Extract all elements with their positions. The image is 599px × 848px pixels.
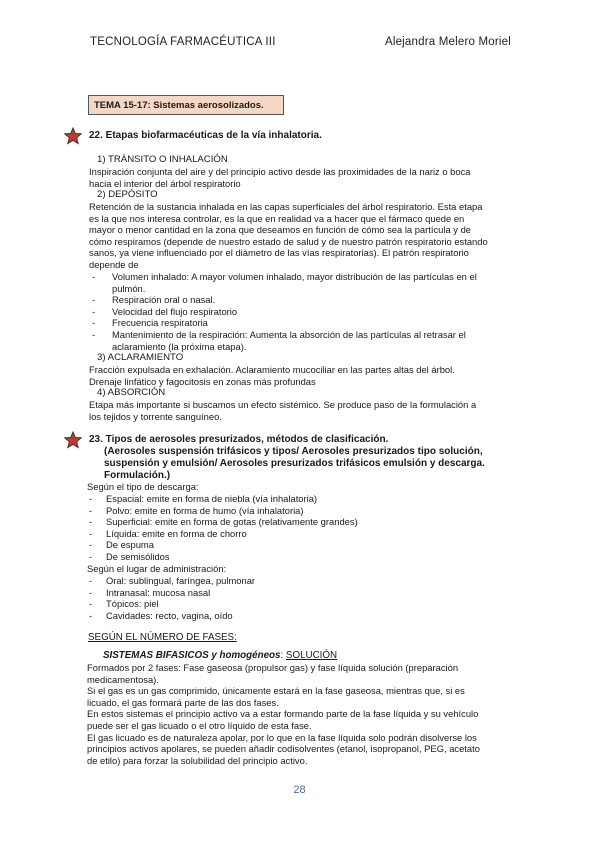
section-absorption: 4) ABSORCIÓN (97, 387, 166, 398)
text-line: En estos sistemas el principio activo va a estar formando parte de la fase líquida y su vehículo (87, 708, 479, 720)
text-line: Retención de la sustancia inhalada en las capas superficiales del árbol respiratorio. Esta etapa (89, 201, 483, 212)
section-deposit: 2) DEPÓSITO (97, 189, 158, 200)
text-line: Fracción expulsada en exhalación. Aclaramiento mucociliar en las partes altas del árbol. (89, 364, 455, 375)
text-line: Mantenimiento de la respiración: Aumenta la absorción de las partículas al retrasar el (112, 328, 466, 340)
star-icon (64, 127, 82, 145)
list-item: - Tópicos: piel (89, 598, 159, 610)
text-line: Tópicos: piel (106, 598, 159, 610)
text-line: pulmón. (112, 282, 146, 294)
header-left: TECNOLOGÍA FARMACÉUTICA III (90, 36, 276, 48)
text-line: Etapa más importante si buscamos un efecto sistémico. Se produce paso de la formulación a (89, 399, 477, 410)
text-line: Formados por 2 fases: Fase gaseosa (propulsor gas) y fase líquida solución (preparación (87, 662, 459, 673)
text-line: Cavidades: recto, vagina, oído (106, 609, 233, 621)
text-line: cómo respiramos (depende de nuestro estado de salud y de nuestro patrón respiratorio estando (89, 235, 488, 247)
section-transit: 1) TRÁNSITO O INHALACIÓN (97, 154, 228, 165)
text-line: De semisólidos (106, 550, 170, 562)
text-line: sanos, ya viene influenciado por el diámetro de las vías respiratorias). El patrón respiratorio (89, 247, 469, 259)
section-clearance: 3) ACLARAMIENTO (97, 352, 184, 363)
list-item: - De espuma (89, 539, 154, 551)
biphasic-heading (103, 650, 337, 662)
text-line: Superficial: emite en forma de gotas (relativamente grandes) (106, 516, 358, 528)
list-item: - De semisólidos (89, 550, 170, 562)
route-list (89, 575, 509, 621)
biphasic-label: SISTEMAS BIFASICOS y homogéneos (103, 650, 281, 661)
paragraph (87, 732, 515, 767)
list-item: - Cavidades: recto, vagina, oído (89, 609, 233, 621)
clearance-text (89, 364, 514, 387)
text-line: Líquida: emite en forma de chorro (106, 527, 247, 539)
text-line: puede ser el gas licuado o el otro líquido de esta fase. (87, 719, 312, 731)
transit-text (89, 166, 514, 189)
text-line: los tejidos y torrente sanguíneo. (89, 410, 222, 422)
text-line: es la que nos interesa controlar, es la que en realidad va a hacer que el fármaco quede en (89, 212, 465, 224)
text-line: medicamentosa). (87, 673, 159, 685)
phases-heading: SEGÚN EL NÚMERO DE FASES: (88, 632, 237, 643)
list-item: - Velocidad del flujo respiratorio (92, 306, 517, 318)
text-line: Espacial: emite en forma de niebla (vía inhalatoria) (106, 493, 318, 504)
paragraph (87, 685, 515, 708)
text-line: principios activos apolares, se pueden añadir codisolventes (etanol, isopropanol, PEG, acetato (87, 743, 480, 755)
list-item: - Espacial: emite en forma de niebla (vía inhalatoria) (89, 493, 318, 504)
text-line: Velocidad del flujo respiratorio (112, 305, 238, 317)
text-line: hacia el interior del árbol respiratorio (89, 177, 241, 189)
deposit-bullets (92, 271, 517, 352)
text-line: Frecuencia respiratoria (112, 317, 208, 329)
text-line: Si el gas es un gas comprimido, únicamente estará en la fase gaseosa, mientras que, si es (87, 685, 465, 697)
text-line: mayor o menor cantidad en la zona que deseamos en función de cómo sea la partícula y de (89, 224, 472, 236)
list-item: - Intranasal: mucosa nasal (89, 586, 211, 598)
header-right: Alejandra Melero Moriel (384, 36, 511, 48)
absorption-text (89, 399, 514, 422)
text-line: Volumen inhalado: A mayor volumen inhalado, mayor distribución de las partículas en el (112, 271, 477, 282)
text-line: aclaramiento (la próxima etapa). (112, 340, 247, 352)
biphasic-type: SOLUCIÓN (285, 650, 338, 661)
list-item: - Polvo: emite en forma de humo (vía inhalatoria) (89, 504, 304, 516)
deposit-text (89, 201, 514, 271)
text-line: El gas licuado es de naturaleza apolar, por lo que en la fase líquida solo podrán disolverse los (87, 731, 477, 743)
text-line: Respiración oral o nasal. (112, 294, 216, 306)
question-23-title: 23. Tipos de aerosoles presurizados, métodos de clasificación. (89, 434, 389, 445)
list-item: - Mantenimiento de la respiración: Aumenta la absorción de las partículas al retrasar el aclaramiento (la próxima etapa). (92, 329, 517, 352)
text-line: Drenaje linfático y fagocitosis en zonas más profundas (89, 375, 316, 387)
discharge-heading: Según el tipo de descarga: (87, 481, 199, 492)
text-line: Inspiración conjunta del aire y del principio activo desde las proximidades de la nariz o boca (89, 166, 471, 177)
star-icon (64, 431, 82, 449)
list-item: - Volumen inhalado: A mayor volumen inhalado, mayor distribución de las partículas en el pulmón. (92, 271, 517, 294)
text-line: licuado, el gas formará parte de las dos fases. (87, 696, 279, 708)
text-line: depende de (89, 258, 139, 270)
list-item: - Respiración oral o nasal. (92, 294, 517, 306)
text-line: Formulación.) (104, 470, 171, 481)
page-number: 28 (293, 784, 306, 796)
text-line: Polvo: emite en forma de humo (vía inhalatoria) (106, 504, 304, 516)
route-heading: Según el lugar de administración: (87, 563, 227, 574)
discharge-list (89, 493, 509, 563)
text-line: De espuma (106, 539, 154, 551)
biphasic-paragraphs (87, 662, 515, 766)
list-item: - Frecuencia respiratoria (92, 317, 517, 329)
paragraph (87, 708, 515, 731)
text-line: Intranasal: mucosa nasal (106, 586, 211, 598)
list-item: - Líquida: emite en forma de chorro (89, 527, 247, 539)
question-22-title: 22. Etapas biofarmacéuticas de la vía inhalatoria. (89, 130, 322, 141)
text-line: suspensión y emulsión/ Aerosoles presurizados trifásicos emulsión y descarga. (104, 458, 485, 469)
paragraph (87, 662, 515, 685)
question-23-subtitle (104, 446, 514, 482)
text-line: (Aerosoles suspensión trifásicos y tipos/ Aerosoles presurizados tipo solución, (104, 446, 483, 457)
text-line: de etilo) para forzar la solubilidad del principio activo. (87, 754, 308, 766)
biphasic-separator: : (280, 650, 286, 661)
list-item: - Superficial: emite en forma de gotas (relativamente grandes) (89, 516, 358, 528)
list-item: - Oral: sublingual, faríngea, pulmonar (89, 575, 256, 586)
topic-box: TEMA 15-17: Sistemas aerosolizados. (88, 95, 284, 115)
text-line: Oral: sublingual, faríngea, pulmonar (106, 575, 256, 586)
